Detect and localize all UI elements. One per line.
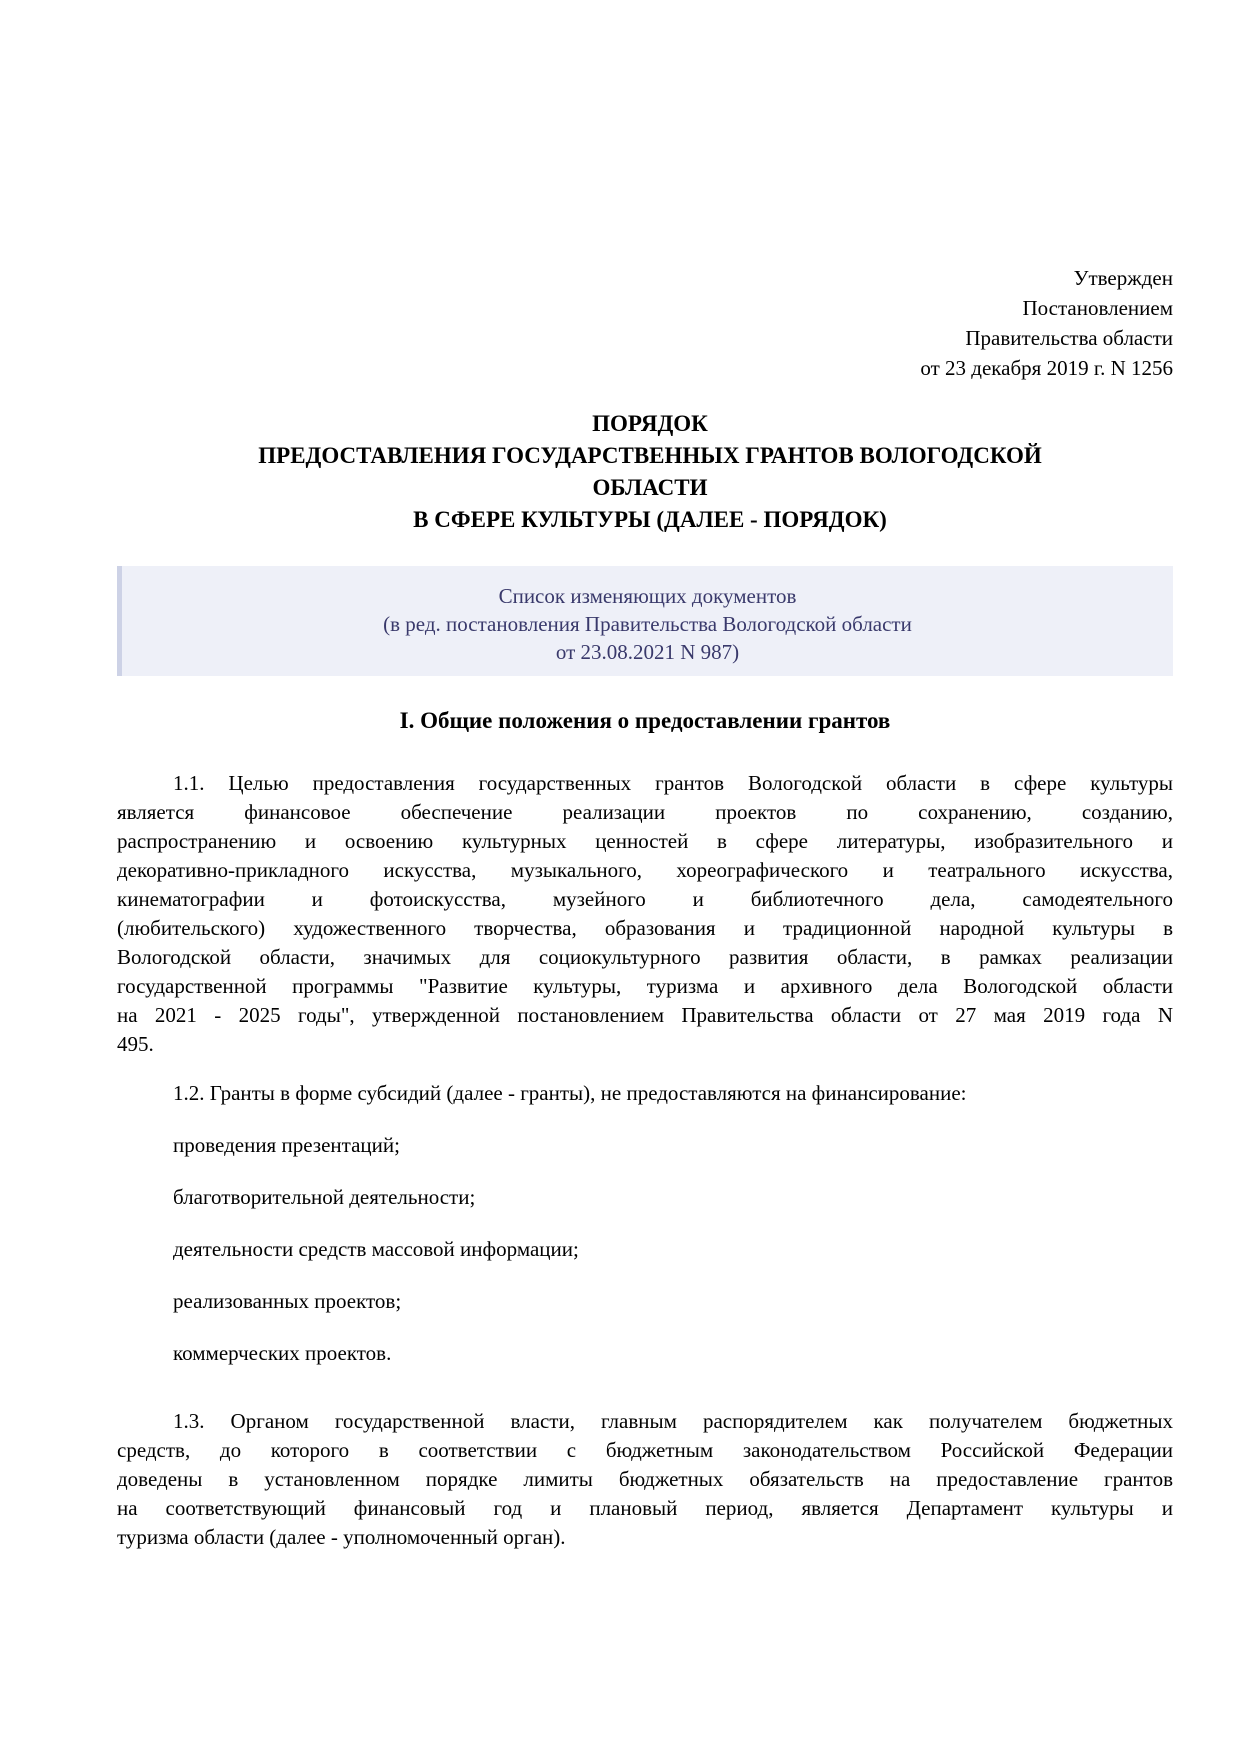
text-line: на соответствующий финансовый год и плановый период, является Департамент культуры и xyxy=(117,1496,1173,1520)
title-line: В СФЕРЕ КУЛЬТУРЫ (ДАЛЕЕ - ПОРЯДОК) xyxy=(413,507,887,532)
title-line: ОБЛАСТИ xyxy=(592,475,708,500)
approval-block xyxy=(920,263,1173,383)
list-item: коммерческих проектов. xyxy=(173,1341,392,1365)
title-line: ПОРЯДОК xyxy=(592,411,708,436)
title-line: ПРЕДОСТАВЛЕНИЯ ГОСУДАРСТВЕННЫХ ГРАНТОВ ВОЛОГОДСКОЙ xyxy=(258,443,1042,468)
paragraph-1-3 xyxy=(117,1407,1173,1552)
list-item: благотворительной деятельности; xyxy=(173,1185,476,1209)
list-item: проведения презентаций; xyxy=(173,1133,400,1157)
list-item: деятельности средств массовой информации; xyxy=(173,1237,579,1261)
section-heading: I. Общие положения о предоставлении грантов xyxy=(399,708,891,733)
text-line: государственной программы "Развитие культуры, туризма и архивного дела Вологодской области xyxy=(117,974,1173,998)
amendments-line: (в ред. постановления Правительства Вологодской области xyxy=(383,612,912,636)
text-line: 1.1. Целью предоставления государственных грантов Вологодской области в сфере культуры xyxy=(173,771,1173,795)
approval-line: Постановлением xyxy=(1022,296,1173,320)
text-line: кинематографии и фотоискусства, музейного и библиотечного дела, самодеятельного xyxy=(117,887,1173,911)
approval-line: Утвержден xyxy=(1073,266,1173,290)
amendments-line: от 23.08.2021 N 987) xyxy=(555,640,740,664)
approval-line: от 23 декабря 2019 г. N 1256 xyxy=(920,356,1173,380)
text-line: 1.3. Органом государственной власти, главным распорядителем как получателем бюджетных xyxy=(173,1409,1173,1433)
text-line: декоративно-прикладного искусства, музыкального, хореографического и театрального искусства, xyxy=(117,858,1173,882)
paragraph-1-1 xyxy=(117,769,1173,1059)
text-line: Вологодской области, значимых для социокультурного развития области, в рамках реализации xyxy=(117,945,1173,969)
text-line: туризма области (далее - уполномоченный орган). xyxy=(117,1525,566,1549)
paragraph-1-2: 1.2. Гранты в форме субсидий (далее - гранты), не предоставляются на финансирование: xyxy=(173,1081,967,1105)
amendments-line: Список изменяющих документов xyxy=(498,584,797,608)
approval-line: Правительства области xyxy=(965,326,1173,350)
text-line: 495. xyxy=(117,1032,154,1056)
text-line: доведены в установленном порядке лимиты бюджетных обязательств на предоставление грантов xyxy=(117,1467,1173,1491)
text-line: (любительского) художественного творчества, образования и традиционной народной культуры в xyxy=(117,916,1173,940)
document-title xyxy=(150,408,1150,536)
text-line: распространению и освоению культурных ценностей в сфере литературы, изобразительного и xyxy=(117,829,1173,853)
text-line: средств, до которого в соответствии с бюджетным законодательством Российской Федерации xyxy=(117,1438,1173,1462)
list-item: реализованных проектов; xyxy=(173,1289,402,1313)
text-line: на 2021 - 2025 годы", утвержденной постановлением Правительства области от 27 мая 2019 года N xyxy=(117,1003,1173,1027)
amendments-box xyxy=(117,566,1173,676)
text-line: является финансовое обеспечение реализации проектов по сохранению, созданию, xyxy=(117,800,1173,824)
